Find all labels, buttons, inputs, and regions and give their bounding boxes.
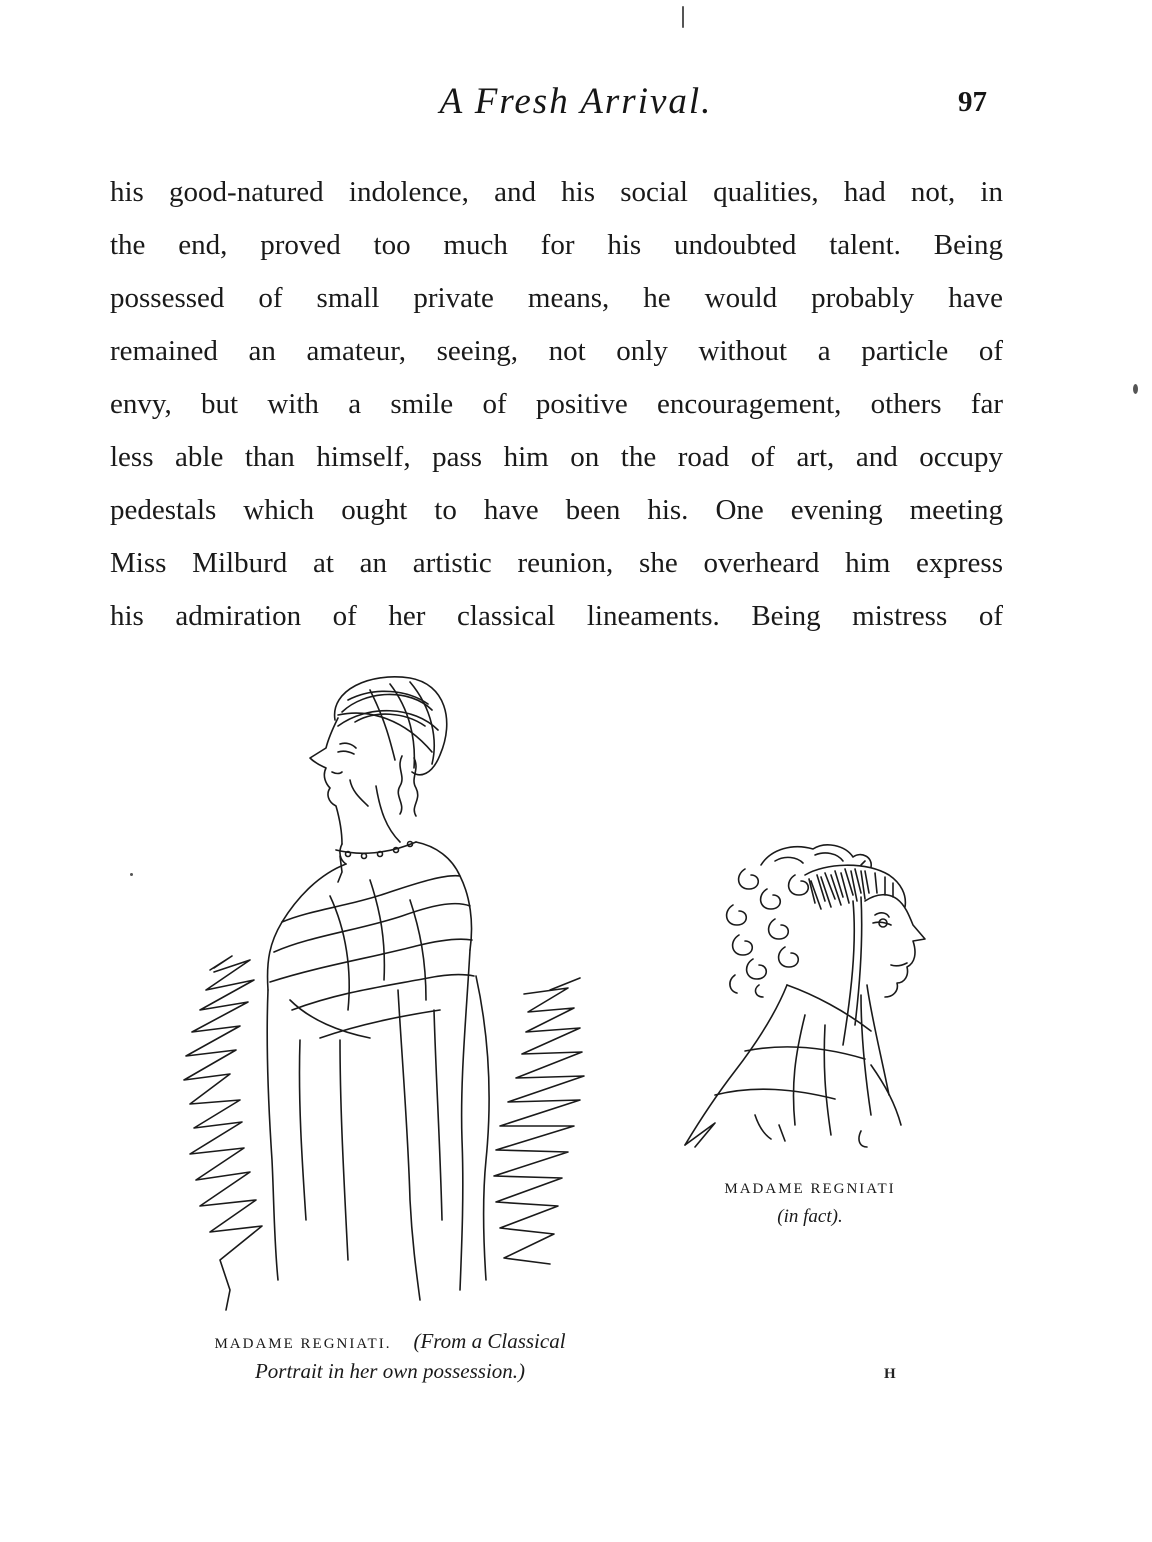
page-number: 97 (958, 86, 987, 118)
text-line: remained an amateur, seeing, not only without a particle of (110, 335, 1003, 367)
left-caption-italic-2: Portrait in her own possession.) (254, 1359, 526, 1383)
text-line: Miss Milburd at an artistic reunion, she overheard him express (110, 547, 1003, 579)
print-speck (682, 6, 684, 28)
text-line: less able than himself, pass him on the road of art, and occupy (110, 441, 1003, 473)
right-caption-italic: (in fact). (777, 1206, 843, 1227)
left-caption-italic-1: (From a Classical (413, 1329, 566, 1353)
text-line: envy, but with a smile of positive encouragement, others far (110, 388, 1003, 420)
classical-portrait-illustration (170, 660, 610, 1320)
left-caption-name: MADAME REGNIATI. (214, 1336, 392, 1352)
text-line: his good-natured indolence, and his social qualities, had not, in (110, 176, 1003, 208)
body-text (110, 166, 1003, 643)
text-line: his admiration of her classical lineaments. Being mistress of (110, 600, 1003, 632)
left-figure-caption (120, 1326, 660, 1386)
right-figure-caption (680, 1176, 940, 1232)
caricature-illustration (675, 835, 955, 1150)
text-line: the end, proved too much for his undoubted talent. Being (110, 229, 1003, 261)
right-caption-name: MADAME REGNIATI (724, 1181, 896, 1197)
signature-mark: H (884, 1366, 896, 1382)
print-speck (1133, 384, 1138, 394)
text-line: pedestals which ought to have been his. One evening meeting (110, 494, 1003, 526)
print-speck (130, 873, 133, 876)
text-line: possessed of small private means, he would probably have (110, 282, 1003, 314)
running-title: A Fresh Arrival. (439, 81, 713, 122)
